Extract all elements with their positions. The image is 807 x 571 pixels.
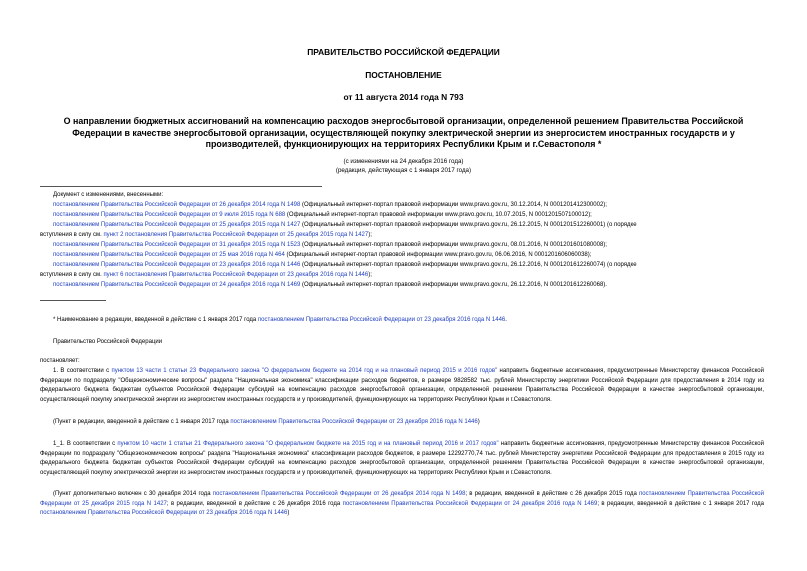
footnote-link[interactable]: постановлением Правительства Российской Федерации от 23 декабря 2016 года N 1446 — [257, 317, 506, 323]
amendment-link[interactable]: постановлением Правительства Российской Федерации от 25 декабря 2015 года N 1427 — [53, 222, 301, 228]
clause-1-1-law-link[interactable]: пунктом 10 части 1 статьи 21 Федерального закона "О федеральном бюджете на 2015 год и на плановый период 2016 и 2017 годов" — [117, 441, 499, 447]
footnote: * Наименование в редакции, введенной в действие с 1 января 2017 года постановлением Правительства Российской Федерации от 23 декабря 2016 года N 1446. — [53, 317, 507, 323]
title-line-2: Федерации в качестве энергосбытовой организации, осуществляющей покупку электрической энергии из энергосистем иностранных государств и у — [72, 127, 735, 138]
amendment-link[interactable]: пункт 2 постановления Правительства Российской Федерации от 25 декабря 2015 года N 1427 — [103, 232, 369, 238]
amendment-item-continuation: вступления в силу см. пункт 2 постановления Правительства Российской Федерации от 25 декабря 2015 года N 1427); — [40, 232, 372, 238]
amendment-item: постановлением Правительства Российской Федерации от 25 мая 2016 года N 464 (Официальный интернет-портал правовой информации www.pravo.gov.ru, 06.06.2016, N 0001201606060038); — [53, 252, 592, 258]
government-header: ПРАВИТЕЛЬСТВО РОССИЙСКОЙ ФЕДЕРАЦИИ — [307, 47, 500, 57]
amendment-item: постановлением Правительства Российской Федерации от 26 декабря 2014 года N 1498 (Официальный интернет-портал правовой информации www.pravo.gov.ru, 30.12.2014, N 0001201412300002); — [53, 202, 607, 208]
edition-current: (редакция, действующая с 1 января 2017 года) — [335, 167, 472, 174]
title-line-1: О направлении бюджетных ассигнований на компенсацию расходов энергосбытовой организации, определенной решением Правительства Российской — [63, 116, 744, 126]
issuing-body: Правительство Российской Федерации — [53, 339, 163, 345]
clause-1-1-edition-note: (Пункт дополнительно включен с 30 декабря 2014 года постановлением Правительства Российской Федерации от 26 декабря 2014 года N 1498; в редакции, введенной в действие с 26 декабря 2015 года постановлением Правительства Российской Федерации от 25 декабря 2015 года N 1427; в редакции, введенной в действие с 26 декабря 2016 года постановлением Правительства Российской Федерации от 24 декабря 2016 года N 1469; в редакции, введенной в действие с 1 января 2017 года постановлением Правительства Российской Федерации от 23 декабря 2016 года N 1446) — [40, 491, 764, 517]
document-title — [40, 116, 767, 151]
clause-1-1-note-link[interactable]: постановлением Правительства Российской Федерации от 26 декабря 2014 года N 1498 — [212, 491, 466, 497]
amendment-item: постановлением Правительства Российской Федерации от 23 декабря 2016 года N 1446 (Официальный интернет-портал правовой информации www.pravo.gov.ru, 26.12.2016, N 0001201612260074) (о порядке — [53, 262, 637, 268]
amendments-intro: Документ с изменениями, внесенными: — [53, 192, 164, 198]
clause-1-1: 1_1. В соответствии с пунктом 10 части 1 статьи 21 Федерального закона "О федеральном бюджете на 2015 год и на плановый период 2016 и 2017 годов" направить бюджетные ассигнования, предусмотренные Министерству финансов Российской Федерации по подразделу "Общеэкономические вопросы" раздела "Национальная экономика" классификации расходов бюджетов, в размере 12292770,74 тыс. рублей Министерству энергетики Российской Федерации для предоставления в 2015 году из федерального бюджета бюджетам субъектов Российской Федерации субсидий на компенсацию расходов энергосбытовой организации, определенной решением Правительства Российской Федерации в качестве энергосбытовой организации, осуществляющей покупку электрической энергии из энергосистем иностранных государств и у производителей, функционирующих на территориях Республики Крым и г.Севастополя. — [40, 441, 764, 476]
edition-changes: (с изменениями на 24 декабря 2016 года) — [343, 158, 464, 165]
document-date-number: от 11 августа 2014 года N 793 — [343, 92, 464, 102]
divider-top — [40, 186, 322, 187]
amendment-link[interactable]: постановлением Правительства Российской Федерации от 23 декабря 2016 года N 1446 — [53, 262, 301, 268]
amendment-link[interactable]: пункт 6 постановления Правительства Российской Федерации от 23 декабря 2016 года N 1446 — [103, 272, 369, 278]
amendment-link[interactable]: постановлением Правительства Российской Федерации от 31 декабря 2015 года N 1523 — [53, 242, 301, 248]
amendment-link[interactable]: постановлением Правительства Российской Федерации от 25 мая 2016 года N 464 — [53, 252, 285, 258]
clause-1-1-note-link[interactable]: постановлением Правительства Российской Федерации от 24 декабря 2016 года N 1469 — [342, 500, 598, 507]
amendment-item: постановлением Правительства Российской Федерации от 25 декабря 2015 года N 1427 (Официальный интернет-портал правовой информации www.pravo.gov.ru, 26.12.2015, N 0001201512260001) (о порядке — [53, 222, 637, 228]
amendment-item: постановлением Правительства Российской Федерации от 9 июля 2015 года N 688 (Официальный интернет-портал правовой информации www.pravo.gov.ru, 10.07.2015, N 0001201507100012); — [53, 212, 592, 218]
clause-1-1-note-link[interactable]: постановлением Правительства Российской Федерации от 23 декабря 2016 года N 1446 — [40, 510, 288, 517]
document-type: ПОСТАНОВЛЕНИЕ — [365, 70, 442, 80]
clause-1: 1. В соответствии с пунктом 13 части 1 статьи 23 Федерального закона "О федеральном бюджете на 2014 год и на плановый период 2015 и 2016 годов" направить бюджетные ассигнования, предусмотренные Министерству финансов Российской Федерации по подразделу "Общеэкономические вопросы" раздела "Национальная экономика" классификации расходов бюджетов, в размере 9828582 тыс. рублей Министерству энергетики Российской Федерации для предоставления в 2014 году из федерального бюджета бюджетам субъектов Российской Федерации субсидий на компенсацию расходов энергосбытовой организации, определенной решением Правительства Российской Федерации в качестве энергосбытовой организации, осуществляющей покупку электрической энергии из энергосистем иностранных государств и у производителей, функционирующих на территориях Республики Крым и г.Севастополя. — [40, 368, 764, 403]
amendment-item: постановлением Правительства Российской Федерации от 31 декабря 2015 года N 1523 (Официальный интернет-портал правовой информации www.pravo.gov.ru, 08.01.2016, N 0001201601080008); — [53, 242, 607, 248]
footnote-divider — [40, 300, 106, 301]
decides-label: постановляет: — [40, 358, 80, 364]
amendment-link[interactable]: постановлением Правительства Российской Федерации от 26 декабря 2014 года N 1498 — [53, 202, 301, 208]
amendment-link[interactable]: постановлением Правительства Российской Федерации от 9 июля 2015 года N 688 — [53, 212, 286, 218]
clause-1-note-link[interactable]: постановлением Правительства Российской Федерации от 23 декабря 2016 года N 1446 — [230, 419, 478, 425]
title-line-3: производителей, функционирующих на территориях Республики Крым и г.Севастополя * — [205, 139, 602, 149]
amendment-item: постановлением Правительства Российской Федерации от 24 декабря 2016 года N 1469 (Официальный интернет-портал правовой информации www.pravo.gov.ru, 26.12.2016, N 0001201612260068). — [53, 282, 607, 288]
amendment-link[interactable]: постановлением Правительства Российской Федерации от 24 декабря 2016 года N 1469 — [53, 282, 301, 288]
clause-1-law-link[interactable]: пунктом 13 части 1 статьи 23 Федерального закона "О федеральном бюджете на 2014 год и на плановый период 2015 и 2016 годов" — [111, 368, 498, 374]
clause-1-1-note-link[interactable]: постановлением Правительства Российской Федерации от 25 декабря 2015 года N 1427 — [40, 491, 764, 507]
amendment-item-continuation: вступления в силу см. пункт 6 постановления Правительства Российской Федерации от 23 декабря 2016 года N 1446); — [40, 272, 372, 278]
clause-1-edition-note: (Пункт в редакции, введенной в действие с 1 января 2017 года постановлением Правительства Российской Федерации от 23 декабря 2016 года N 1446) — [53, 419, 480, 425]
